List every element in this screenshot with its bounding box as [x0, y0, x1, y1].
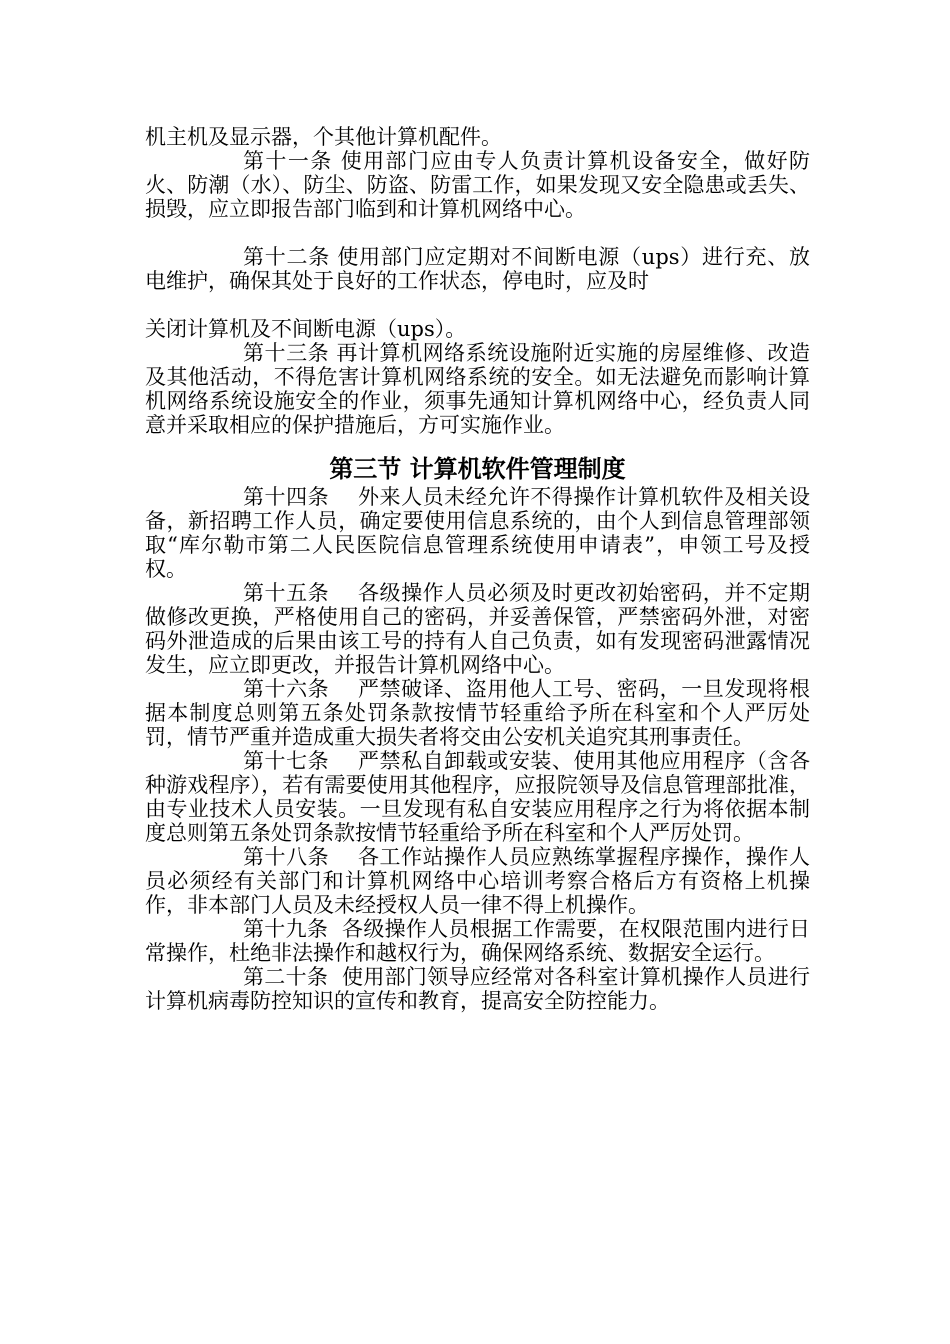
document-body: [145, 125, 810, 1013]
blank-line: [145, 221, 810, 245]
article-15: 第十五条 各级操作人员必须及时更改初始密码，并不定期做修改更换，严格使用自己的密码，并妥善保管，严禁密码外泄，对密码外泄造成的后果由该工号的持有人自己负责，如有发现密码泄露情况发生，应立即更改，并报告计算机网络中心。: [145, 581, 810, 677]
article-13: 第十三条 再计算机网络系统设施附近实施的房屋维修、改造及其他活动，不得危害计算机网络系统的安全。如无法避免而影响计算机网络系统设施安全的作业，须事先通知计算机网络中心，经负责人同意并采取相应的保护措施后，方可实施作业。: [145, 341, 810, 437]
article-14: 第十四条 外来人员未经允许不得操作计算机软件及相关设备，新招聘工作人员，确定要使用信息系统的，由个人到信息管理部领取“库尔勒市第二人民医院信息管理系统使用申请表”，申领工号及授权。: [145, 485, 810, 581]
article-12: 第十二条 使用部门应定期对不间断电源（ups）进行充、放电维护，确保其处于良好的工作状态，停电时，应及时: [145, 245, 810, 293]
article-18: 第十八条 各工作站操作人员应熟练掌握程序操作，操作人员必须经有关部门和计算机网络中心培训考察合格后方有资格上机操作，非本部门人员及未经授权人员一律不得上机操作。: [145, 845, 810, 917]
article-17: 第十七条 严禁私自卸载或安装、使用其他应用程序（含各种游戏程序），若有需要使用其他程序，应报院领导及信息管理部批准，由专业技术人员安装。一旦发现有私自安装应用程序之行为将依据本制度总则第五条处罚条款按情节轻重给予所在科室和个人严厉处罚。: [145, 749, 810, 845]
article-20: 第二十条 使用部门领导应经常对各科室计算机操作人员进行计算机病毒防控知识的宣传和教育，提高安全防控能力。: [145, 965, 810, 1013]
paragraph-equipment-end: 机主机及显示器，个其他计算机配件。: [145, 125, 502, 149]
article-19: 第十九条 各级操作人员根据工作需要，在权限范围内进行日常操作，杜绝非法操作和越权行为，确保网络系统、数据安全运行。: [145, 917, 810, 965]
article-11: 第十一条 使用部门应由专人负责计算机设备安全，做好防火、防潮（水）、防尘、防盗、防雷工作，如果发现又安全隐患或丢失、损毁，应立即报告部门临到和计算机网络中心。: [145, 149, 810, 221]
article-16: 第十六条 严禁破译、盗用他人工号、密码，一旦发现将根据本制度总则第五条处罚条款按情节轻重给予所在科室和个人严厉处罚，情节严重并造成重大损失者将交由公安机关追究其刑事责任。: [145, 677, 810, 749]
blank-line: [145, 293, 810, 317]
section-heading: 第三节 计算机软件管理制度: [329, 455, 626, 483]
article-12-continued: 关闭计算机及不间断电源（ups）。: [145, 317, 467, 341]
